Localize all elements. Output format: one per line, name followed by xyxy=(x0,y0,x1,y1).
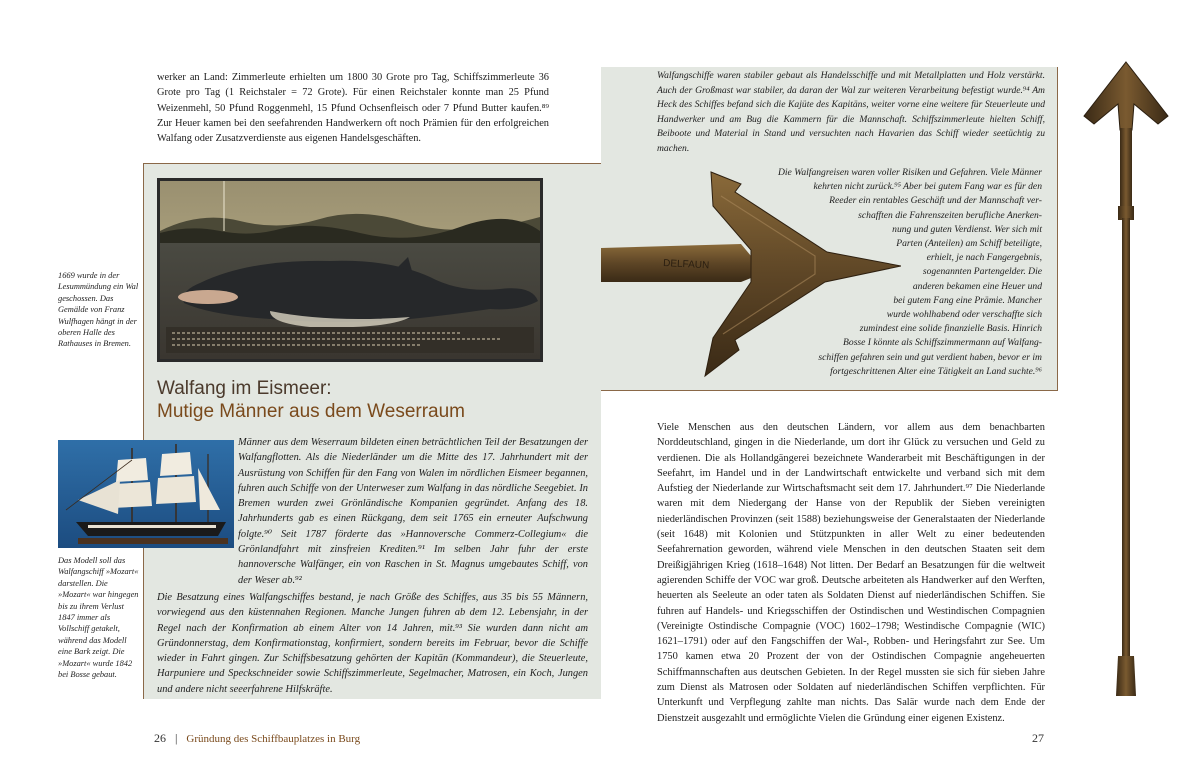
ship-caption: Das Modell soll das Walfangschiff »Mozart« darstellen. Die »Mozart« war hingegen bis zu ihrem Verlust 1847 immer als Vollschiff getakelt, während das Modell eine Bark zeigt. Die »Mozart« wurde 1842 bei Bosse gebaut. xyxy=(58,556,139,680)
left-top-paragraph: werker an Land: Zimmerleute erhielten um 1800 30 Grote pro Tag, Schiffszimmerleute 36 Grote pro Tag (1 Reichstaler = 72 Grote). Für einen Reichstaler konnte man 25 Pfund Weizenmehl, 50 Pfund Roggenmehl, 15 Pfund Ochsenfleisch oder 7 Pfund Butter kaufen.⁸⁹ Zur Heuer kamen bei den seefahrenden Handwerkern oft noch Prämien für den erfolgreichen Walfang oder Zusatzverdienste aus eigenen Handelsgeschäften. xyxy=(157,72,549,145)
panel-paragraph-1: Männer aus dem Weserraum bildeten einen beträchtlichen Teil der Besatzungen der Walfangflotten. Als die Niederländer um die Mitte des 17. Jahrhundert mit der Ausrüstung von Schiffen für den Fang von Walen im nördlichen Eismeer begannen, fuhren auch Schiffe von der Unterweser zum Walfang in das nördliche Seegebiet. In Bremen wurden zwei Grönländische Kompanien gegründet. Anfang des 18. Jahrhunderts gab es einen Rückgang, dem seit 1765 ein erneuter Aufschwung folgte.⁹⁰ Seit 1787 förderte das »Hannoversche Commerz-Collegium« die Grönlandfahrt mit zinsfreien Krediten.⁹¹ Im selben Jahr fuhr der erste hannoversche Walfänger, ein von Raschen in St. Magnus umgebautes Schiff, von der Weser ab.⁹² xyxy=(238,437,588,586)
right-panel-lines xyxy=(682,166,1042,379)
harpoon-inscription: DELFAUN xyxy=(662,258,710,272)
whale-painting xyxy=(157,178,543,362)
footer-left xyxy=(154,731,360,746)
panel-line: wurde wohlhabend oder verschaffte sich xyxy=(886,309,1042,321)
right-panel-paragraph-1: Walfangschiffe waren stabiler gebaut als Handelsschiffe und mit Metallplatten und Holz verstärkt. Auch der Großmast war stabiler, da daran der Wal zur weiteren Verarbeitung befestigt wurde.⁹⁴ Am Heck des Schiffes befand sich die Kajüte des Kapitäns, weiter vorne eine weitere für Steuerleute und Handwerker und am Bug die Kammern für die Mannschaft. Schiffszimmerleute hielten Schiff, Beiboote und Material in Stand und versuchten nach Havarien das Schiff wieder seetüchtig zu machen. xyxy=(657,70,1045,154)
footer-separator: | xyxy=(175,731,178,745)
panel-line: Parten (Anteilen) am Schiff beteiligte, xyxy=(896,238,1042,250)
panel-line: nung und guten Verdienst. Wer sich mit xyxy=(892,223,1042,235)
right-body-paragraph: Viele Menschen aus den deutschen Ländern, vor allem aus dem benachbarten Norddeutschland, gingen in die Niederlande, um dort ihr Glück zu versuchen und Geld zu verdienen. Die als Hollandgängerei bezeichnete Wanderarbeit mit Beschäftigungen in der Seefahrt, im Handel und in der Landwirtschaft entwickelte und verband sich mit dem Aufstieg der Niederlande zur Wirtschaftsmacht seit dem 17. Jahrhundert.⁹⁷ Die Niederlande waren mit dem Niedergang der Hanse von der Republik der Sieben vereinigten niederländischen Provinzen (seit 1588) beziehungsweise der Generalstaaten der Niederlande (seit 1648) mit Kolonien und Stützpunkten in aller Welt zu einer bedeutenden Seefahrernation geworden, während viele Menschen in den deutschen Staaten seit dem Dreißigjährigen Krieg (1618–1648) Not litten. Der Bedarf an Besatzungen für die weltweit agierenden Schiffe der VOC war groß. Deutsche arbeiteten als Handwerker auf den Werften, heuerten als Seeleute an oder taten als Soldaten Dienst auf niederländischen Schiffen. Sie fuhren auf Handels- und Kriegsschiffen der Ostindischen und Westindischen Compagnien (Vereinigte Ostindische Compagnie (VOC) 1602–1798; Westindische Compagnie (WIC) 1621–1791) oder auf den Fangschiffen der Wal-, Robben- und Heringsfahrt zur See. Um 1750 kamen etwa 20 Prozent der von der Ostindischen Compagnie angeheuerten Schiffmannschaften aus deutschen Gebieten. In der Regel mussten sie sich für sieben Jahre zum Dienst als Matrosen oder Soldaten auf niederländischen Schiffen verpflichten. Für Unterkunft und Verpflegung zahlte man nichts. Das Salär wurde nach dem Ende der Dienstzeit ausgezahlt und ermöglichte Vielen die Gründung einer eigenen Existenz. xyxy=(657,422,1045,724)
panel-line: schiffen gefahren sein und gut verdient haben, bevor er im xyxy=(818,351,1042,363)
panel-line: kehrten nicht zurück.⁹⁵ Aber bei gutem Fang war es für den xyxy=(813,181,1042,193)
panel-line: fortgeschrittenen Alter eine Tätigkeit an Land suchte.⁹⁶ xyxy=(830,365,1042,377)
panel-line: schafften die Fahrenszeiten berufliche Anerken- xyxy=(858,209,1042,221)
panel-line: zumindest eine solide finanzielle Basis. Hinrich xyxy=(859,323,1042,335)
right-page-number: 27 xyxy=(1032,731,1044,745)
painting-caption: 1669 wurde in der Lesummündung ein Wal geschossen. Das Gemälde von Franz Wulfhagen hängt in der oberen Halle des Rathauses in Bremen. xyxy=(58,271,139,349)
panel-paragraph-2: Die Besatzung eines Walfangschiffes bestand, je nach Größe des Schiffes, aus 35 bis 55 Männern, vorwiegend aus den küstennahen Regionen. Manche Jungen fuhren ab dem 12. Lebensjahr, in der Regel nach der Konfirmation ab einem Alter von 14 Jahren, mit.⁹³ Sie wurden dann nicht am Gründonnerstag, dem Konfirmationstag, konfirmiert, sondern bereits im Februar, bevor die Schiffe wieder in Fahrt gingen. Zur Schiffsbesatzung gehörten der Kapitän (Kommandeur), die Steuerleute, Harpuniere und Speckschneider sowie Schiffszimmerleute, Segelmacher, Matrosen, ein Koch, Jungen und andere nicht seeerfahrene Hilfskräfte. xyxy=(157,592,588,695)
panel-line: Bosse I könnte als Schiffszimmermann auf Walfang- xyxy=(843,337,1042,349)
panel-line: Reeder ein rentables Geschäft und der Mannschaft ver- xyxy=(829,195,1042,207)
panel-line: anderen bekamen eine Heuer und xyxy=(912,280,1042,292)
ship-model-illustration xyxy=(58,440,234,548)
whale-painting-illustration xyxy=(160,181,540,359)
panel-line: bei gutem Fang eine Prämie. Mancher xyxy=(893,294,1042,306)
panel-line: erhielt, je nach Fangergebnis, xyxy=(926,252,1042,264)
chapter-title: Gründung des Schiffbauplatzes in Burg xyxy=(186,733,361,745)
section-heading-line-2: Mutige Männer aus dem Weserraum xyxy=(157,401,465,422)
ship-model-photo xyxy=(58,440,234,548)
panel-line: Die Walfangreisen waren voller Risiken und Gefahren. Viele Männer xyxy=(777,167,1042,178)
left-page-number: 26 xyxy=(154,731,166,745)
harpoon-full-photo xyxy=(1080,60,1172,704)
section-heading-line-1: Walfang im Eismeer: xyxy=(157,378,332,399)
panel-line: sogenannten Partengelder. Die xyxy=(922,266,1042,278)
